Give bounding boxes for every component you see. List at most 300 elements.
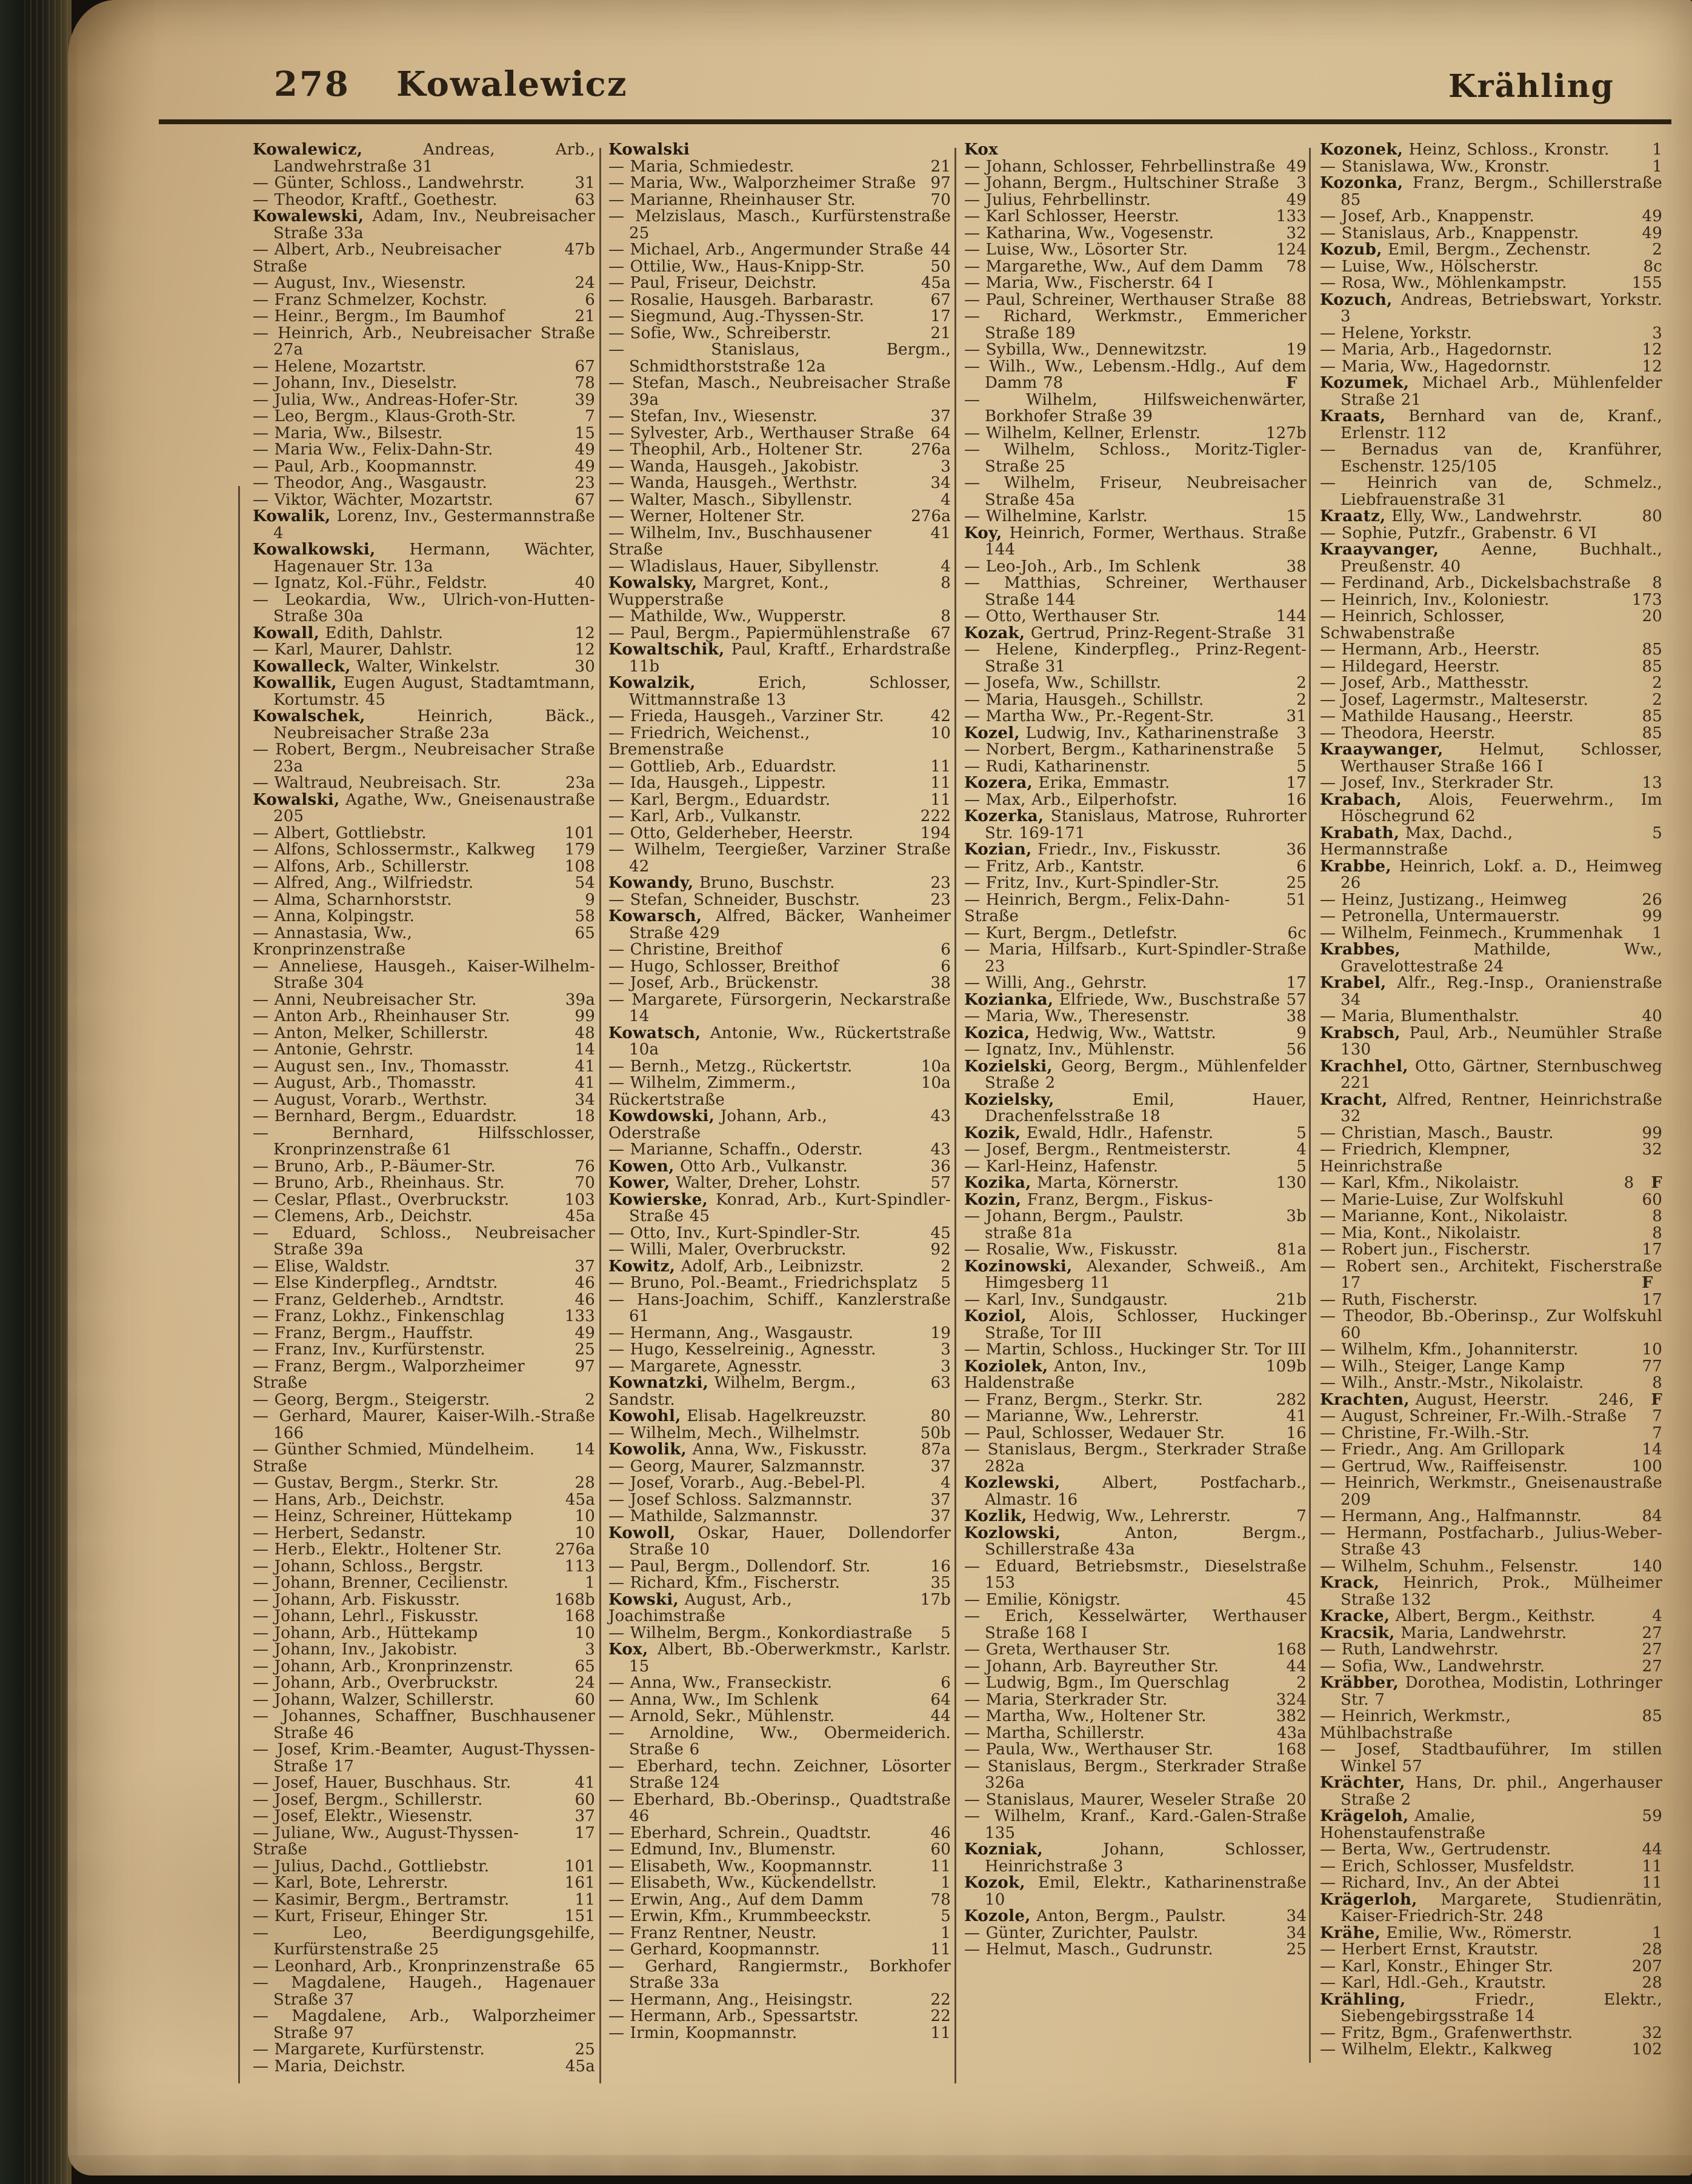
- directory-entry: — Franz Rentner, Neustr. 1: [608, 1923, 951, 1942]
- directory-entry: Kozak, Gertrud, Prinz-Regent-Straße 31: [964, 624, 1307, 642]
- directory-entry: — Marianne, Schaffn., Oderstr. 43: [608, 1140, 951, 1159]
- directory-entry: — Wilhelm, Zimmerm., Rückertstraße 10a: [608, 1074, 951, 1109]
- directory-entry: Kozuch, Andreas, Betriebswart, Yorkstr. 3: [1320, 290, 1662, 325]
- directory-entry: — Johann, Lehrl., Fiskusstr. 168: [253, 1607, 595, 1625]
- directory-entry: Kracht, Alfred, Rentner, Heinrichstraße 32: [1320, 1090, 1662, 1125]
- directory-entry: — Wladislaus, Hauer, Sibyllenstr. 4: [608, 557, 951, 576]
- directory-entry: — Walter, Masch., Sibyllenstr. 4: [608, 490, 951, 509]
- directory-entry: — Josefa, Ww., Schillstr. 2: [964, 674, 1307, 692]
- directory-entry: Kowalewski, Adam, Inv., Neubreisacher Straße 33a: [253, 207, 595, 242]
- directory-entry: — Günter, Schloss., Landwehrstr. 31: [253, 174, 595, 192]
- directory-entry: — Marie-Luise, Zur Wolfskuhl 60: [1320, 1190, 1662, 1209]
- directory-entry: — August sen., Inv., Thomasstr. 41: [253, 1057, 595, 1076]
- directory-entry: — Gottlieb, Arb., Eduardstr. 11: [608, 757, 951, 776]
- directory-entry: Kownatzki, Wilhelm, Bergm., Sandstr. 63: [608, 1374, 951, 1409]
- directory-entry: — Ferdinand, Arb., Dickelsbachstraße 8: [1320, 574, 1662, 592]
- directory-entry: — Alfred, Ang., Wilfriedstr. 54: [253, 874, 595, 892]
- directory-entry: — Robert, Bergm., Neubreisacher Straße 23a: [253, 741, 595, 776]
- directory-entry: — Otto, Werthauser Str. 144: [964, 607, 1307, 625]
- directory-entry: — Arnoldine, Ww., Obermeiderich. Straße 6: [608, 1723, 951, 1759]
- directory-entry: — Hildegard, Heerstr. 85: [1320, 657, 1662, 676]
- directory-entry: Kowandy, Bruno, Buschstr. 23: [608, 874, 951, 892]
- directory-entry: Kox: [964, 141, 999, 159]
- directory-entry: Koziolek, Anton, Inv., Haldenstraße 109b: [964, 1357, 1307, 1392]
- directory-entry: — Bruno, Arb., P.-Bäumer-Str. 76: [253, 1157, 595, 1176]
- directory-entry: — Eberhard, Schrein., Quadtstr. 46: [608, 1823, 951, 1842]
- directory-entry: — Marianne, Ww., Lehrerstr. 41: [964, 1407, 1307, 1425]
- directory-entry: — Johannes, Schaffner, Buschhausener Straße 46: [253, 1707, 595, 1742]
- directory-entry: — Paul, Arb., Koopmannstr. 49: [253, 457, 595, 476]
- directory-entry: — Arnold, Sekr., Mühlenstr. 44: [608, 1707, 951, 1725]
- directory-entry: — Friedr., Ang. Am Grillopark 14: [1320, 1440, 1662, 1459]
- directory-entry: Kozlewski, Albert, Postfacharb., Almastr. 16: [964, 1474, 1307, 1509]
- directory-entry: — Richard, Werkmstr., Emmericher Straße 189: [964, 307, 1307, 342]
- directory-entry: — Hermann, Arb., Spessartstr. 22: [608, 2007, 951, 2025]
- directory-entry: Kozielsky, Emil, Hauer, Drachenfelsstraße 18: [964, 1090, 1307, 1125]
- directory-entry: — Wilhelm, Elektr., Kalkweg 102: [1320, 2040, 1662, 2059]
- directory-entry: Kozumek, Michael Arb., Mühlenfelder Straße 21: [1320, 374, 1662, 409]
- directory-entry: — Maria, Deichstr. 45a: [253, 2057, 595, 2076]
- directory-columns: [253, 142, 1662, 2075]
- directory-entry: — Heinrich, Werkmstr., Mühlbachstraße 85: [1320, 1707, 1662, 1742]
- directory-entry: Kozonka, Franz, Bergm., Schillerstraße 85: [1320, 174, 1662, 209]
- directory-entry: — Kurt, Friseur, Ehinger Str. 151: [253, 1907, 595, 1925]
- directory-entry: — Katharina, Ww., Vogesenstr. 32: [964, 224, 1307, 242]
- directory-entry: — Eberhard, techn. Zeichner, Lösorter Straße 124: [608, 1757, 951, 1792]
- directory-entry: — Maria, Sterkrader Str. 324: [964, 1690, 1307, 1709]
- directory-entry: — Marianne, Kont., Nikolaistr. 8: [1320, 1207, 1662, 1225]
- directory-column-2: [608, 142, 951, 2075]
- directory-entry: — Wilhelm, Inv., Buschhausener Straße 41: [608, 524, 951, 559]
- directory-entry: — Sylvester, Arb., Werthauser Straße 64: [608, 424, 951, 442]
- directory-entry: — Sybilla, Ww., Dennewitzstr. 19: [964, 341, 1307, 359]
- directory-entry: — Josef, Stadtbauführer, Im stillen Winkel 57: [1320, 1740, 1662, 1776]
- directory-entry: Kozica, Hedwig, Ww., Wattstr. 9: [964, 1024, 1307, 1042]
- directory-entry: — Alma, Scharnhorststr. 9: [253, 890, 595, 909]
- directory-entry: — Sofie, Ww., Schreiberstr. 21: [608, 324, 951, 342]
- directory-entry: — Bernhard, Hilfsschlosser, Kronprinzenstraße 61: [253, 1124, 595, 1159]
- directory-entry: — Magdalene, Arb., Walporzheimer Straße 97: [253, 2007, 595, 2042]
- directory-entry: — Gustav, Bergm., Sterkr. Str. 28: [253, 1474, 595, 1492]
- directory-entry: — Franz, Gelderheb., Arndtstr. 46: [253, 1290, 595, 1309]
- directory-entry: — Josef, Bergm., Schillerstr. 60: [253, 1790, 595, 1809]
- directory-entry: Kowalkowski, Hermann, Wächter, Hagenauer Str. 13a: [253, 541, 595, 576]
- directory-entry: Kozerka, Stanislaus, Matrose, Ruhrorter Str. 169-171: [964, 807, 1307, 842]
- directory-entry: — Stefan, Schneider, Buschstr. 23: [608, 890, 951, 909]
- directory-entry: — Melzislaus, Masch., Kurfürstenstraße 25: [608, 207, 951, 242]
- directory-entry: — Maria, Hausgeh., Schillstr. 2: [964, 690, 1307, 709]
- directory-entry: — Fritz, Inv., Kurt-Spindler-Str. 25: [964, 874, 1307, 892]
- directory-entry: — Johann, Arb., Hüttekamp 10: [253, 1623, 595, 1642]
- directory-entry: Kowallik, Eugen August, Stadtamtmann, Kortumstr. 45: [253, 674, 595, 709]
- directory-entry: Krachten, August, Heerstr. 246, F: [1320, 1390, 1662, 1409]
- directory-entry: — Leo-Joh., Arb., Im Schlenk 38: [964, 557, 1307, 576]
- directory-entry: — August, Vorarb., Werthstr. 34: [253, 1090, 595, 1109]
- directory-entry: — Margarete, Kurfürstenstr. 25: [253, 2040, 595, 2059]
- directory-entry: Kozik, Ewald, Hdlr., Hafenstr. 5: [964, 1124, 1307, 1142]
- directory-entry: — Stefan, Masch., Neubreisacher Straße 39a: [608, 374, 951, 409]
- directory-entry: — Friedrich, Weichenst., Bremenstraße 10: [608, 724, 951, 759]
- directory-entry: — Wilhelm, Kranf., Kard.-Galen-Straße 135: [964, 1807, 1307, 1842]
- directory-entry: — Elisabeth, Ww., Kückendellstr. 1: [608, 1874, 951, 1892]
- directory-entry: — Karl-Heinz, Hafenstr. 5: [964, 1157, 1307, 1176]
- directory-page: [68, 0, 1692, 2176]
- directory-entry: — Heinrich, Werkmstr., Gneisenaustraße 209: [1320, 1474, 1662, 1509]
- directory-entry: — Theodor, Kraftf., Goethestr. 63: [253, 190, 595, 209]
- directory-entry: — Heinrich van de, Schmelz., Liebfrauenstraße 31: [1320, 474, 1662, 509]
- directory-entry: — Sophie, Putzfr., Grabenstr. 6 VI: [1320, 524, 1597, 542]
- directory-entry: — Julia, Ww., Andreas-Hofer-Str. 39: [253, 390, 595, 409]
- directory-entry: — Maria, Arb., Hagedornstr. 12: [1320, 341, 1662, 359]
- directory-entry: Kozin, Franz, Bergm., Fiskus-: [964, 1190, 1213, 1209]
- directory-entry: — Bernhard, Bergm., Eduardstr. 18: [253, 1107, 595, 1125]
- directory-entry: — Josef, Lagermstr., Malteserstr. 2: [1320, 690, 1662, 709]
- directory-entry: Kräbber, Dorothea, Modistin, Lothringer Str. 7: [1320, 1674, 1662, 1709]
- directory-entry: straße 81a: [985, 1224, 1073, 1242]
- directory-entry: Kowitz, Adolf, Arb., Leibnizstr. 2: [608, 1257, 951, 1276]
- directory-entry: — Hugo, Schlosser, Breithof 6: [608, 957, 951, 976]
- directory-entry: — Johann, Arb. Bayreuther Str. 44: [964, 1657, 1307, 1676]
- directory-entry: — Friedrich, Klempner, Heinrichstraße 32: [1320, 1140, 1662, 1176]
- directory-entry: — Paul, Schlosser, Wedauer Str. 16: [964, 1423, 1307, 1442]
- directory-entry: — Martha Ww., Pr.-Regent-Str. 31: [964, 707, 1307, 725]
- directory-entry: Krägerloh, Margarete, Studienrätin, Kaiser-Friedrich-Str. 248: [1320, 1890, 1662, 1925]
- directory-entry: — Emilie, Königstr. 45: [964, 1590, 1307, 1609]
- directory-entry: — Ida, Hausgeh., Lippestr. 11: [608, 774, 951, 792]
- directory-entry: — August, Schreiner, Fr.-Wilh.-Straße 7: [1320, 1407, 1662, 1425]
- directory-entry: — Anton Arb., Rheinhauser Str. 99: [253, 1007, 595, 1025]
- directory-entry: — Anneliese, Hausgeh., Kaiser-Wilhelm-Straße 304: [253, 957, 595, 992]
- directory-entry: — Günter, Zurichter, Paulstr. 34: [964, 1923, 1307, 1942]
- directory-entry: Kozera, Erika, Emmastr. 17: [964, 774, 1307, 792]
- directory-entry: — Heinz, Justizang., Heimweg 26: [1320, 890, 1662, 909]
- directory-entry: — Rosalie, Ww., Fiskusstr. 81a: [964, 1240, 1307, 1259]
- directory-entry: — Josef, Inv., Sterkrader Str. 13: [1320, 774, 1662, 792]
- directory-entry: — Fritz, Arb., Kantstr. 6: [964, 857, 1307, 876]
- book-binding-edge: [0, 0, 28, 2184]
- directory-entry: — Kasimir, Bergm., Bertramstr. 11: [253, 1890, 595, 1909]
- header-rule: [159, 119, 1671, 124]
- directory-entry: — Julius, Fehrbellinstr. 49: [964, 190, 1307, 209]
- directory-entry: — Ruth, Landwehrstr. 27: [1320, 1640, 1662, 1659]
- directory-entry: — Greta, Werthauser Str. 168: [964, 1640, 1307, 1659]
- directory-entry: Krabsch, Paul, Arb., Neumühler Straße 130: [1320, 1024, 1662, 1059]
- directory-entry: — Leo, Bergm., Klaus-Groth-Str. 7: [253, 407, 595, 425]
- directory-entry: Kozinowski, Alexander, Schweiß., Am Himgesberg 11: [964, 1257, 1307, 1292]
- directory-entry: — Willi, Maler, Overbruckstr. 92: [608, 1240, 951, 1259]
- directory-entry: — Christine, Breithof 6: [608, 941, 951, 959]
- directory-entry: — Theophil, Arb., Holtener Str. 276a: [608, 441, 951, 459]
- directory-entry: — Ottilie, Ww., Haus-Knipp-Str. 50: [608, 257, 951, 276]
- directory-entry: Krägeloh, Amalie, Hohenstaufenstraße 59: [1320, 1807, 1662, 1842]
- directory-entry: — Bernh., Metzg., Rückertstr. 10a: [608, 1057, 951, 1076]
- directory-entry: — Mathilde, Ww., Wupperstr. 8: [608, 607, 951, 625]
- directory-entry: — Martin, Schloss., Huckinger Str. Tor III: [964, 1340, 1307, 1359]
- directory-entry: — Rudi, Katharinenstr. 5: [964, 757, 1307, 776]
- directory-entry: — August, Arb., Thomasstr. 41: [253, 1074, 595, 1092]
- directory-entry: Kowdowski, Johann, Arb., Oderstraße 43: [608, 1107, 951, 1142]
- directory-entry: — Wilhelm, Schloss., Moritz-Tigler-Straße 25: [964, 441, 1307, 476]
- directory-entry: — Paul, Schreiner, Werthauser Straße 88: [964, 290, 1307, 309]
- directory-entry: — Bernadus van de, Kranführer, Eschenstr. 125/105: [1320, 441, 1662, 476]
- directory-entry: Koziol, Alois, Schlosser, Huckinger Straße, Tor III: [964, 1307, 1307, 1342]
- directory-entry: — Richard, Kfm., Fischerstr. 35: [608, 1574, 951, 1592]
- directory-entry: — Berta, Ww., Gertrudenstr. 44: [1320, 1840, 1662, 1859]
- directory-entry: — Wilhelmine, Karlstr. 15: [964, 507, 1307, 525]
- directory-entry: — Heinrich, Arb., Neubreisacher Straße 27a: [253, 324, 595, 359]
- directory-entry: — Paula, Ww., Werthauser Str. 168: [964, 1740, 1307, 1759]
- directory-column-3: [964, 142, 1307, 2075]
- directory-entry: — Stanislaus, Bergm., Sterkrader Straße 282a: [964, 1440, 1307, 1476]
- directory-entry: — Leo, Beerdigungsgehilfe, Kurfürstenstraße 25: [253, 1923, 595, 1959]
- directory-entry: — Heinr., Bergm., Im Baumhof 21: [253, 307, 595, 325]
- directory-entry: — Maria, Schmiedestr. 21: [608, 157, 951, 176]
- directory-entry: Krabath, Max, Dachd., Hermannstraße 5: [1320, 824, 1662, 859]
- directory-entry: — Max, Arb., Eilperhofstr. 16: [964, 790, 1307, 809]
- directory-entry: — Franz, Bergm., Hauffstr. 49: [253, 1323, 595, 1342]
- directory-entry: — Karl Schlosser, Heerstr. 133: [964, 207, 1307, 225]
- directory-entry: — Wilhelm, Feinmech., Krummenhak 1: [1320, 924, 1662, 942]
- directory-entry: — Leokardia, Ww., Ulrich-von-Hutten-Straße 30a: [253, 590, 595, 625]
- directory-entry: — Edmund, Inv., Blumenstr. 60: [608, 1840, 951, 1859]
- directory-entry: — Mathilde, Salzmannstr. 37: [608, 1507, 951, 1525]
- directory-entry: — Robert jun., Fischerstr. 17: [1320, 1240, 1662, 1259]
- directory-entry: — Josef, Bergm., Rentmeisterstr. 4: [964, 1140, 1307, 1159]
- directory-entry: — Marianne, Rheinhauser Str. 70: [608, 190, 951, 209]
- directory-entry: — Christian, Masch., Baustr. 99: [1320, 1124, 1662, 1142]
- directory-entry: Kowall, Edith, Dahlstr. 12: [253, 624, 595, 642]
- directory-entry: — Johann, Arb., Kronprinzenstr. 65: [253, 1657, 595, 1676]
- directory-entry: — Stefan, Inv., Wiesenstr. 37: [608, 407, 951, 425]
- directory-entry: — Hermann, Ang., Wasgaustr. 19: [608, 1323, 951, 1342]
- directory-entry: — Erich, Kesselwärter, Werthauser Straße 168 I: [964, 1607, 1307, 1642]
- directory-entry: — Anna, Ww., Franseckistr. 6: [608, 1674, 951, 1692]
- directory-entry: — Annastasia, Ww., Kronprinzenstraße 65: [253, 924, 595, 959]
- directory-entry: — Franz, Bergm., Sterkr. Str. 282: [964, 1390, 1307, 1409]
- directory-entry: — Sofia, Ww., Landwehrstr. 27: [1320, 1657, 1662, 1676]
- directory-entry: — Mathilde Hausang., Heerstr. 85: [1320, 707, 1662, 725]
- directory-entry: — Albert, Gottliebstr. 101: [253, 824, 595, 842]
- directory-entry: — Maria, Ww., Walporzheimer Straße 97: [608, 174, 951, 192]
- directory-entry: Kozianka, Elfriede, Ww., Buschstraße 57: [964, 990, 1307, 1009]
- directory-entry: — Johann, Schlosser, Fehrbellinstraße 49: [964, 157, 1307, 176]
- directory-entry: — Wilhelm, Kellner, Erlenstr. 127b: [964, 424, 1307, 442]
- directory-entry: Kowarsch, Alfred, Bäcker, Wanheimer Straße 429: [608, 907, 951, 942]
- directory-entry: — Josef, Vorarb., Aug.-Bebel-Pl. 4: [608, 1474, 951, 1492]
- directory-entry: — Gerhard, Koopmannstr. 11: [608, 1940, 951, 1959]
- directory-entry: — Otto, Gelderheber, Heerstr. 194: [608, 824, 951, 842]
- directory-entry: — Christine, Fr.-Wilh.-Str. 7: [1320, 1423, 1662, 1442]
- directory-entry: — Magdalene, Haugeh., Hagenauer Straße 37: [253, 1974, 595, 2009]
- directory-entry: — Ruth, Fischerstr. 17: [1320, 1290, 1662, 1309]
- directory-entry: — Willi, Ang., Gehrstr. 17: [964, 974, 1307, 992]
- directory-entry: — Hans, Arb., Deichstr. 45a: [253, 1490, 595, 1509]
- directory-entry: Kowalzik, Erich, Schlosser, Wittmannstraße 13: [608, 674, 951, 709]
- directory-entry: — Richard, Inv., An der Abtei 11: [1320, 1874, 1662, 1892]
- directory-entry: — Hermann, Arb., Heerstr. 85: [1320, 641, 1662, 659]
- directory-entry: Kozniak, Johann, Schlosser, Heinrichstraße 3: [964, 1840, 1307, 1876]
- directory-entry: — Heinrich, Schlosser, Schwabenstraße 20: [1320, 607, 1662, 642]
- directory-entry: — Wilhelm, Kfm., Johanniterstr. 10: [1320, 1340, 1662, 1359]
- directory-entry: Kowalschek, Heinrich, Bäck., Neubreisacher Straße 23a: [253, 707, 595, 742]
- directory-entry: Kowen, Otto Arb., Vulkanstr. 36: [608, 1157, 951, 1176]
- directory-entry: — Eduard, Betriebsmstr., Dieselstraße 153: [964, 1557, 1307, 1592]
- directory-entry: — Johann, Walzer, Schillerstr. 60: [253, 1690, 595, 1709]
- directory-entry: — Alfons, Schlossermstr., Kalkweg 179: [253, 841, 595, 859]
- directory-entry: — Franz Schmelzer, Kochstr. 6: [253, 290, 595, 309]
- directory-entry: Kraats, Bernhard van de, Kranf., Erlenstr. 112: [1320, 407, 1662, 442]
- directory-entry: Kozel, Ludwig, Inv., Katharinenstraße 3: [964, 724, 1307, 742]
- directory-entry: — Helmut, Masch., Gudrunstr. 25: [964, 1940, 1307, 1959]
- directory-entry: Krack, Heinrich, Prok., Mülheimer Straße 132: [1320, 1574, 1662, 1609]
- directory-entry: — Gerhard, Rangiermstr., Borkhofer Straße 33a: [608, 1957, 951, 1992]
- directory-entry: Krachhel, Otto, Gärtner, Sternbuschweg 221: [1320, 1057, 1662, 1092]
- directory-entry: Kraaywanger, Helmut, Schlosser, Werthauser Straße 166 I: [1320, 741, 1662, 776]
- directory-entry: — Johann, Brenner, Cecilienstr. 1: [253, 1574, 595, 1592]
- directory-entry: — Maria Ww., Felix-Dahn-Str. 49: [253, 441, 595, 459]
- directory-entry: — Maria, Ww., Theresenstr. 38: [964, 1007, 1307, 1025]
- directory-entry: — Eduard, Schloss., Neubreisacher Straße 39a: [253, 1224, 595, 1259]
- directory-entry: — Maria, Ww., Hagedornstr. 12: [1320, 357, 1662, 376]
- directory-entry: — Elise, Waldstr. 37: [253, 1257, 595, 1276]
- directory-entry: Kowalleck, Walter, Winkelstr. 30: [253, 657, 595, 676]
- directory-entry: — Luise, Ww., Hölscherstr. 8c: [1320, 257, 1662, 276]
- page-number: 278: [274, 64, 350, 104]
- directory-entry: — Frieda, Hausgeh., Varziner Str. 42: [608, 707, 951, 725]
- directory-entry: — Stanislaus, Bergm., Sterkrader Straße 326a: [964, 1757, 1307, 1792]
- directory-entry: — Herbert Ernst, Krautstr. 28: [1320, 1940, 1662, 1959]
- directory-entry: — Julius, Dachd., Gottliebstr. 101: [253, 1857, 595, 1876]
- directory-entry: Kozielski, Georg, Bergm., Mühlenfelder Straße 2: [964, 1057, 1307, 1092]
- directory-entry: — Stanislawa, Ww., Kronstr. 1: [1320, 157, 1662, 176]
- directory-entry: — Hans-Joachim, Schiff., Kanzlerstraße 61: [608, 1290, 951, 1325]
- directory-entry: — Franz, Inv., Kurfürstenstr. 25: [253, 1340, 595, 1359]
- directory-column-4: [1320, 142, 1662, 2075]
- directory-entry: — Matthias, Schreiner, Werthauser Straße 144: [964, 574, 1307, 609]
- directory-entry: — Wanda, Hausgeh., Jakobistr. 3: [608, 457, 951, 476]
- directory-entry: Kowalewicz, Andreas, Arb., Landwehrstraße 31: [253, 141, 595, 176]
- directory-entry: — Elisabeth, Ww., Koopmannstr. 11: [608, 1857, 951, 1876]
- directory-entry: Kracke, Albert, Bergm., Keithstr. 4: [1320, 1607, 1662, 1625]
- directory-entry: Kozole, Anton, Bergm., Paulstr. 34: [964, 1907, 1307, 1925]
- directory-entry: — Clemens, Arb., Deichstr. 45a: [253, 1207, 595, 1225]
- directory-entry: — Otto, Inv., Kurt-Spindler-Str. 45: [608, 1224, 951, 1242]
- directory-entry: — Herbert, Sedanstr. 10: [253, 1523, 595, 1542]
- directory-entry: — Wilhelm, Schuhm., Felsenstr. 140: [1320, 1557, 1662, 1576]
- directory-entry: — Karl, Maurer, Dahlstr. 12: [253, 641, 595, 659]
- directory-entry: — Werner, Holtener Str. 276a: [608, 507, 951, 525]
- directory-entry: — Wilhelm, Friseur, Neubreisacher Straße 45a: [964, 474, 1307, 509]
- directory-entry: Krächter, Hans, Dr. phil., Angerhauser Straße 2: [1320, 1774, 1662, 1809]
- directory-entry: — Johann, Schloss., Bergstr. 113: [253, 1557, 595, 1576]
- directory-entry: Kowolik, Anna, Ww., Fiskusstr. 87a: [608, 1440, 951, 1459]
- directory-entry: Kowski, August, Arb., Joachimstraße 17b: [608, 1590, 951, 1625]
- directory-entry: — Ludwig, Bgm., Im Querschlag 2: [964, 1674, 1307, 1692]
- directory-entry: Kowierske, Konrad, Arb., Kurt-Spindler-Straße 45: [608, 1190, 951, 1225]
- directory-entry: — Gertrud, Ww., Raiffeisenstr. 100: [1320, 1457, 1662, 1476]
- directory-entry: Krabel, Alfr., Reg.-Insp., Oranienstraße 34: [1320, 974, 1662, 1009]
- directory-entry: Kozok, Emil, Elektr., Katharinenstraße 10: [964, 1874, 1307, 1909]
- directory-entry: — Maria, Hilfsarb., Kurt-Spindler-Straße 23: [964, 941, 1307, 976]
- directory-entry: — Georg, Maurer, Salzmannstr. 37: [608, 1457, 951, 1476]
- directory-entry: — Siegmund, Aug.-Thyssen-Str. 17: [608, 307, 951, 325]
- directory-entry: — Alfons, Arb., Schillerstr. 108: [253, 857, 595, 876]
- directory-entry: — Maria, Ww., Fischerstr. 64 I: [964, 274, 1214, 292]
- directory-entry: — Leonhard, Arb., Kronprinzenstraße 65: [253, 1957, 595, 1976]
- directory-entry: — Josef, Hauer, Buschhaus. Str. 41: [253, 1774, 595, 1792]
- directory-entry: Kowalik, Lorenz, Inv., Gestermannstraße 4: [253, 507, 595, 542]
- directory-entry: Kozlowski, Anton, Bergm., Schillerstraße 43a: [964, 1523, 1307, 1559]
- directory-entry: — Anna, Ww., Im Schlenk 64: [608, 1690, 951, 1709]
- directory-entry: — Helene, Mozartstr. 67: [253, 357, 595, 376]
- directory-entry: — Ceslar, Pflast., Overbruckstr. 103: [253, 1190, 595, 1209]
- directory-entry: — Stanislaus, Maurer, Weseler Straße 20: [964, 1790, 1307, 1809]
- directory-entry: — Bruno, Arb., Rheinhaus. Str. 70: [253, 1174, 595, 1192]
- directory-entry: — Ignatz, Kol.-Führ., Feldstr. 40: [253, 574, 595, 592]
- guide-word-left: Kowalewicz: [396, 64, 628, 104]
- directory-entry: Kozika, Marta, Körnerstr. 130: [964, 1174, 1307, 1192]
- directory-entry: — Karl, Kfm., Nikolaistr. 8 F: [1320, 1174, 1662, 1192]
- directory-entry: — Georg, Bergm., Steigerstr. 2: [253, 1390, 595, 1409]
- directory-entry: Koy, Heinrich, Former, Werthaus. Straße 144: [964, 524, 1307, 559]
- directory-entry: Kowaltschik, Paul, Kraftf., Erhardstraße 11b: [608, 641, 951, 676]
- directory-entry: Kracsik, Maria, Landwehrstr. 27: [1320, 1623, 1662, 1642]
- directory-entry: — Karl, Bote, Lehrerstr. 161: [253, 1874, 595, 1892]
- directory-entry: — Ignatz, Inv., Mühlenstr. 56: [964, 1040, 1307, 1059]
- directory-entry: — Eberhard, Bb.-Oberinsp., Quadtstraße 46: [608, 1790, 951, 1825]
- directory-entry: Kowatsch, Antonie, Ww., Rückertstraße 10a: [608, 1024, 951, 1059]
- directory-entry: Kox, Albert, Bb.-Oberwerkmstr., Karlstr. 15: [608, 1640, 951, 1676]
- directory-entry: Kowoll, Oskar, Hauer, Dollendorfer Straße 10: [608, 1523, 951, 1559]
- directory-entry: — Karl, Konstr., Ehinger Str. 207: [1320, 1957, 1662, 1976]
- directory-entry: — Paul, Friseur, Deichstr. 45a: [608, 274, 951, 292]
- directory-entry: — Theodora, Heerstr. 85: [1320, 724, 1662, 742]
- directory-entry: Krabach, Alois, Feuerwehrm., Im Höschegrund 62: [1320, 790, 1662, 825]
- directory-entry: — Bruno, Pol.-Beamt., Friedrichsplatz 5: [608, 1274, 951, 1292]
- directory-entry: Kowalski: [608, 141, 690, 159]
- directory-entry: — August, Inv., Wiesenstr. 24: [253, 274, 595, 292]
- directory-entry: — Josef, Arb., Knappenstr. 49: [1320, 207, 1662, 225]
- directory-entry: — Martha, Ww., Holtener Str. 382: [964, 1707, 1307, 1725]
- directory-entry: — Franz, Lokhz., Finkenschlag 133: [253, 1307, 595, 1325]
- directory-entry: — Wilhelm, Bergm., Konkordiastraße 5: [608, 1623, 951, 1642]
- directory-entry: — Theodor, Bb.-Oberinsp., Zur Wolfskuhl 60: [1320, 1307, 1662, 1342]
- directory-entry: — Margarete, Agnesstr. 3: [608, 1357, 951, 1376]
- directory-entry: — Norbert, Bergm., Katharinenstraße 5: [964, 741, 1307, 759]
- directory-entry: Kozub, Emil, Bergm., Zechenstr. 2: [1320, 241, 1662, 259]
- directory-entry: — Juliane, Ww., August-Thyssen-Straße 17: [253, 1823, 595, 1859]
- directory-entry: — Kurt, Bergm., Detlefstr. 6c: [964, 924, 1307, 942]
- directory-entry: — Rosa, Ww., Möhlenkampstr. 155: [1320, 274, 1662, 292]
- directory-entry: — Waltraud, Neubreisach. Str. 23a: [253, 774, 595, 792]
- directory-entry: — Helene, Yorkstr. 3: [1320, 324, 1662, 342]
- directory-entry: — Wilh., Ww., Lebensm.-Hdlg., Auf dem Damm 78 F: [964, 357, 1307, 392]
- directory-entry: — Antonie, Gehrstr. 14: [253, 1040, 595, 1059]
- directory-entry: — Hermann, Postfacharb., Julius-Weber-Straße 43: [1320, 1523, 1662, 1559]
- directory-entry: — Josef, Krim.-Beamter, August-Thyssen-Straße 17: [253, 1740, 595, 1776]
- directory-entry: — Gerhard, Maurer, Kaiser-Wilh.-Straße 166: [253, 1407, 595, 1442]
- directory-entry: — Michael, Arb., Angermunder Straße 44: [608, 241, 951, 259]
- directory-entry: — Erich, Schlosser, Musfeldstr. 11: [1320, 1857, 1662, 1876]
- directory-entry: — Günther Schmied, Mündelheim. Straße 14: [253, 1440, 595, 1476]
- directory-entry: — Erwin, Kfm., Krummbeeckstr. 5: [608, 1907, 951, 1925]
- directory-entry: — Anna, Kolpingstr. 58: [253, 907, 595, 925]
- directory-entry: — Josef, Arb., Brückenstr. 38: [608, 974, 951, 992]
- directory-entry: Krähe, Emilie, Ww., Römerstr. 1: [1320, 1923, 1662, 1942]
- directory-entry: — Anni, Neubreisacher Str. 39a: [253, 990, 595, 1009]
- directory-entry: — Johann, Arb., Overbruckstr. 24: [253, 1674, 595, 1692]
- directory-entry: — Wanda, Hausgeh., Werthstr. 34: [608, 474, 951, 492]
